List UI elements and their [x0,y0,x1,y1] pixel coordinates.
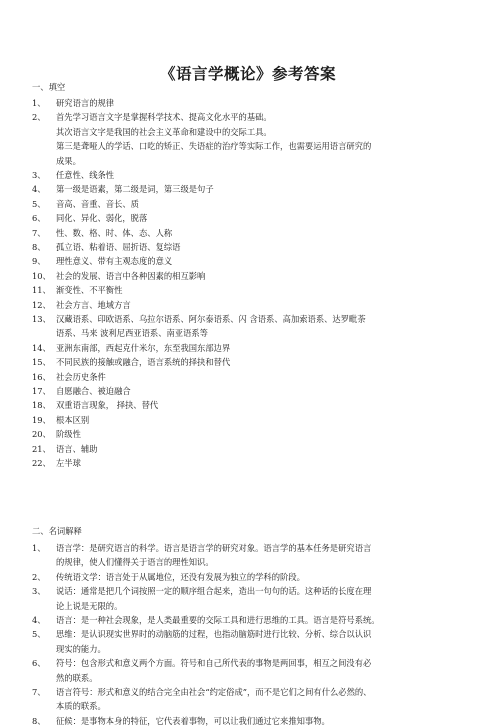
item-line: 现实的能力。 [56,643,106,654]
item-number: 19、 [32,414,51,425]
item-text [56,211,468,225]
item-text [56,613,468,627]
item-line: 传统语文学：语言处于从属地位，还没有发展为独立的学科的阶段。 [56,571,305,582]
item-text [56,398,468,412]
item-number: 7、 [32,687,46,697]
item-text [56,269,468,283]
item-text [56,96,468,110]
section1-item [32,211,468,225]
item-text [56,584,468,613]
section2-item [32,613,468,627]
item-text [56,182,468,196]
item-line: 征候：是事物本身的特征，它代表着事物，可以让我们通过它来推知事物。 [56,715,330,726]
section1-item [32,197,468,211]
item-text [56,197,468,211]
item-text [56,541,468,570]
item-number: 21、 [32,443,51,454]
item-number: 3、 [32,586,46,597]
section1-item [32,240,468,254]
item-line: 社会方言、地域方言 [56,299,131,310]
item-line: 研究语言的规律 [56,98,115,108]
item-line: 性、数、格、时、体、态、人称 [56,227,173,238]
item-text [56,384,468,398]
item-line: 左半球 [56,458,81,468]
item-number: 1、 [32,98,46,108]
item-number: 1、 [32,543,46,553]
section2-item [32,656,468,685]
item-line: 社会的发展、语言中各种因素的相互影响 [56,270,206,281]
section2-item [32,584,468,613]
item-line: 语言、辅助 [56,443,98,454]
item-text [56,226,468,240]
item-number: 6、 [32,213,46,224]
section2-item [32,685,468,714]
section1-heading: 一、填空 [32,82,66,92]
item-number: 2、 [32,112,46,123]
item-line: 其次语言文字是我国的社会主义革命和建设中的交际工具。 [56,126,272,137]
item-line: 说话：通常是把几个词按照一定的顺序组合起来，造出一句句的话。这种话的长度在理 [56,586,372,597]
item-number: 8、 [32,242,46,252]
section1-item [32,298,468,312]
item-line: 阶级性 [56,429,81,440]
item-number: 8、 [32,715,46,726]
item-number: 16、 [32,371,51,382]
item-text [56,570,468,584]
section1-item [32,370,468,384]
item-number: 5、 [32,629,46,640]
item-line: 的规律，使人们懂得关于语言的理性知识。 [56,557,214,568]
section1-item [32,355,468,369]
item-line: 根本区别 [56,414,90,425]
item-line: 语言符号：形式和意义的结合完全由社会“约定俗成”，而不是它们之间有什么必然的、 [56,687,372,697]
item-text [56,685,468,714]
item-line: 第一级是语素，第二级是词，第三级是句子 [56,184,214,195]
item-line: 自愿融合、被迫融合 [56,386,131,396]
item-text [56,413,468,427]
item-number: 4、 [32,615,46,625]
item-line: 思维：是认识现实世界时的动脑筋的过程，也指动脑筋时进行比较、分析、综合以认识 [56,629,372,640]
section1-item [32,341,468,355]
item-text [56,341,468,355]
item-text [56,283,468,297]
item-line: 成果。 [56,155,81,166]
item-line: 双重语言现象， 择抉、替代 [56,400,159,411]
section1-item [32,398,468,412]
section1-item [32,427,468,441]
section1-item [32,456,468,470]
item-text [56,355,468,369]
item-text [56,456,468,470]
section1-item [32,110,468,168]
item-line: 符号：包含形式和意义两个方面。符号和自己所代表的事物是两回事，相互之间没有必 [56,658,372,669]
item-line: 语言：是一种社会现象，是人类最重要的交际工具和进行思维的工具。语言是符号系统。 [56,615,380,625]
item-line: 论上说是无限的。 [56,600,123,611]
item-line: 社会历史条件 [56,371,106,382]
item-text [56,110,468,168]
page-title: 《语言学概论》参考答案 [159,64,336,83]
item-text [56,254,468,268]
section1-item [32,283,468,297]
item-number: 9、 [32,256,46,267]
section1-item [32,269,468,283]
item-text [56,627,468,656]
item-number: 10、 [32,270,51,281]
item-line: 音高、音重、音长、质 [56,198,139,209]
section1-item [32,168,468,182]
section2-item [32,714,468,728]
item-text [56,240,468,254]
item-line: 同化、异化、弱化，脱落 [56,213,148,224]
section2-item [32,627,468,656]
item-line: 亚洲东南部，西起克什米尔，东至我国东部边界 [56,342,231,353]
item-number: 18、 [32,400,51,411]
item-number: 5、 [32,198,46,209]
section1-item [32,312,468,341]
item-line: 任意性、线条性 [56,170,115,180]
section2-item [32,541,468,570]
item-number: 6、 [32,658,46,669]
item-number: 20、 [32,429,51,440]
item-text [56,714,468,728]
section1-item [32,442,468,456]
item-line: 不同民族的接触或融合，语言系统的择抉和替代 [56,357,231,368]
item-number: 4、 [32,184,46,195]
item-line: 语言学：是研究语言的科学。语言是语言学的研究对象。语言学的基本任务是研究语言 [56,543,372,553]
item-number: 13、 [32,314,51,324]
item-text [56,442,468,456]
item-number: 12、 [32,299,51,310]
item-text [56,370,468,384]
item-line: 然的联系。 [56,672,98,683]
item-line: 首先学习语言文字是掌握科学技术、提高文化水平的基础。 [56,112,272,123]
item-number: 14、 [32,342,51,353]
item-text [56,656,468,685]
section2-item [32,570,468,584]
section1-item [32,254,468,268]
item-number: 2、 [32,571,46,582]
section1-item [32,96,468,110]
item-number: 7、 [32,227,46,238]
section1-item [32,413,468,427]
item-text [56,427,468,441]
item-number: 3、 [32,170,46,180]
item-line: 语系、马来 波利尼西亚语系、南亚语系等 [56,328,208,339]
section2-heading: 二、名词解释 [32,526,82,536]
section1-item [32,182,468,196]
item-line: 本质的联系。 [56,701,106,712]
item-line: 渐变性、不平衡性 [56,285,123,296]
section1-item [32,226,468,240]
item-number: 15、 [32,357,51,368]
item-line: 第三是聋哑人的学话、口吃的矫正、失语症的治疗等实际工作，也需要运用语言研究的 [56,141,372,152]
item-number: 17、 [32,386,51,396]
item-number: 11、 [32,285,51,296]
item-number: 22、 [32,458,51,468]
item-text [56,168,468,182]
item-line: 孤立语、粘着语、屈折语、复综语 [56,242,181,252]
item-text [56,312,468,341]
item-text [56,298,468,312]
item-line: 汉藏语系、印欧语系、乌拉尔语系、阿尔泰语系、闪 含语系、高加索语系、达罗毗荼 [56,314,366,324]
section1-item [32,384,468,398]
item-line: 理性意义、带有主观态度的意义 [56,256,173,267]
